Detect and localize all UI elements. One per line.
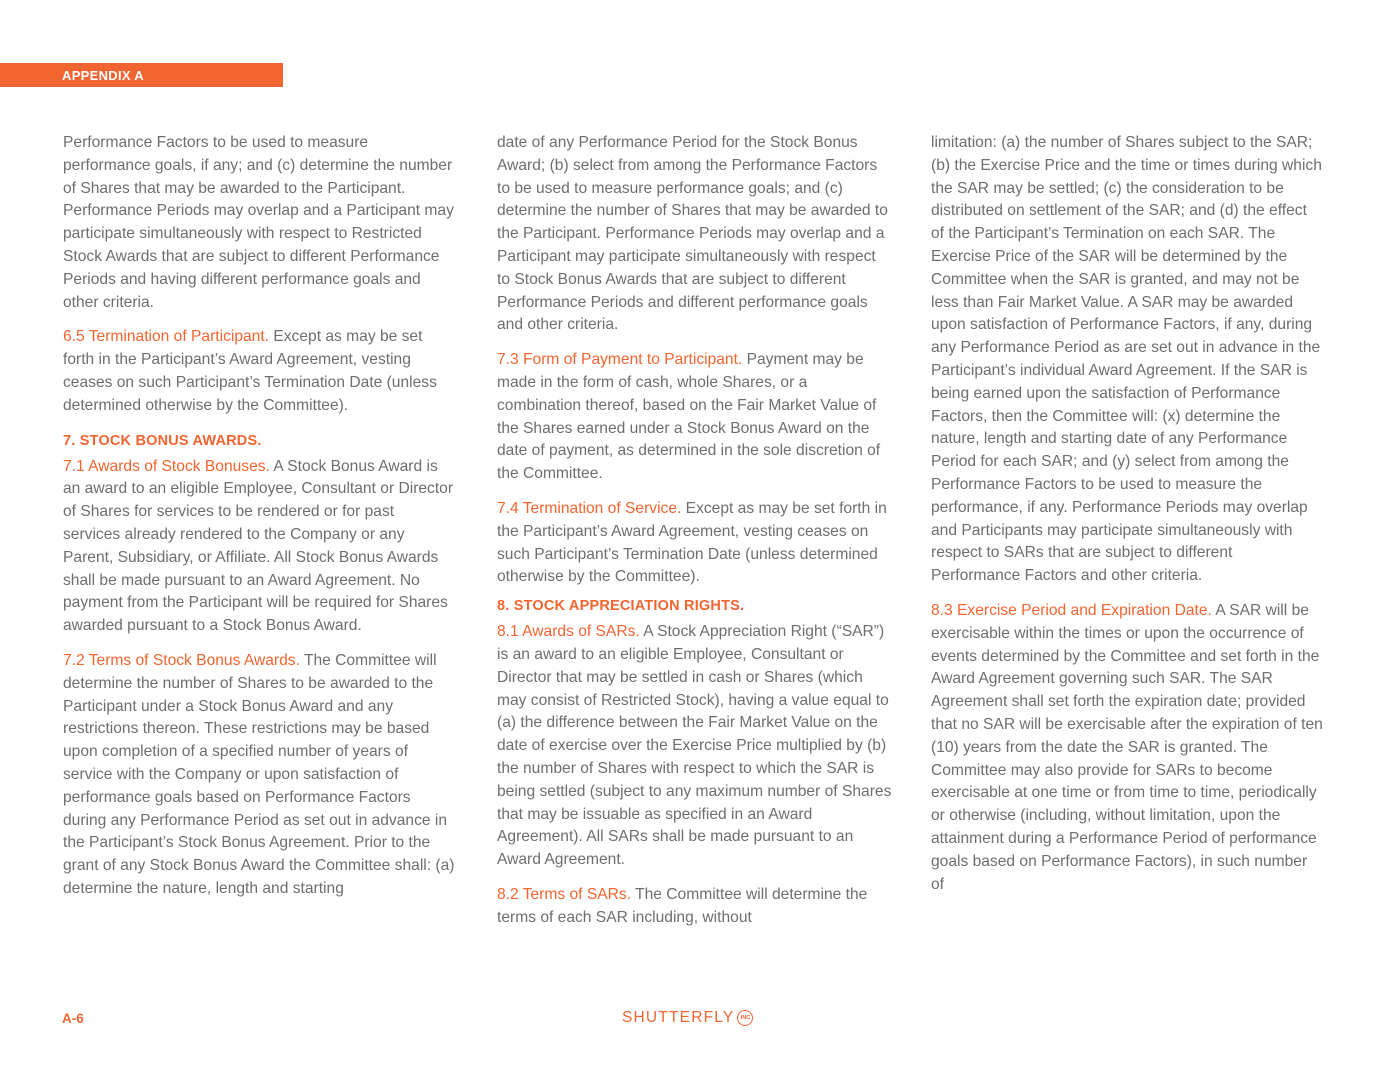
- logo-wordmark: SHUTTERFLY: [622, 1009, 735, 1026]
- subsection-heading: 6.5 Termination of Participant.: [63, 328, 270, 346]
- page-number: A-6: [62, 1011, 84, 1026]
- inc-badge-icon: INC: [737, 1010, 753, 1026]
- section-heading: 8. STOCK APPRECIATION RIGHTS.: [497, 598, 745, 615]
- paragraph-text: Except as may be set forth in the Participant’s Award Agreement, vesting ceases on such Participant’s Termination Date (unless determined otherwise by the Committee).: [497, 499, 887, 586]
- paragraph: [63, 326, 455, 417]
- paragraph-text: A SAR will be exercisable within the times or upon the occurrence of events determined by the Committee and set forth in the Award Agreement governing such SAR. The SAR Agreement shall set forth the expiration date; provided that no SAR will be exercisable after the expiration of ten (10) years from the date the SAR is granted. The Committee may also provide for SARs to become exercisable at one time or from time to time, periodically or otherwise (including, without limitation, upon the attainment during a Performance Period of performance goals based on Performance Factors), in such number of: [931, 601, 1323, 893]
- paragraph-text: Payment may be made in the form of cash, whole Shares, or a combination thereof, based on the Fair Market Value of the Shares earned under a Stock Bonus Award on the date of payment, as determined in the sole discretion of the Committee.: [497, 351, 881, 483]
- paragraph: [497, 884, 893, 930]
- paragraph: limitation: (a) the number of Shares subject to the SAR; (b) the Exercise Price and the time or times during which the SAR may be settled; (c) the consideration to be distributed on settlement of the SAR; and (d) the effect of the Participant’s Termination on each SAR. The Exercise Price of the SAR will be determined by the Committee when the SAR is granted, and may not be less than Fair Market Value. A SAR may be awarded upon satisfaction of Performance Factors, if any, during any Performance Period as are set out in advance in the Participant’s individual Award Agreement. If the SAR is being earned upon the satisfaction of Performance Factors, then the Committee will: (x) determine the nature, length and starting date of any Performance Period for each SAR; and (y) select from among the Performance Factors to be used to measure the performance, if any. Performance Periods may overlap and Participants may participate simultaneously with respect to SARs that are subject to different Performance Factors and other criteria.: [931, 134, 1322, 585]
- paragraph: [497, 349, 893, 486]
- paragraph: Performance Factors to be used to measure performance goals, if any; and (c) determine the number of Shares that may be awarded to the Participant. Performance Periods may overlap and a Participant may participate simultaneously with respect to Restricted Stock Awards that are subject to different Performance Periods and having different performance goals and other criteria.: [63, 134, 454, 311]
- text-column-2: [497, 132, 893, 942]
- shutterfly-logo: [622, 1007, 753, 1029]
- paragraph-text: Except as may be set forth in the Participant’s Award Agreement, vesting ceases on such Participant’s Termination Date (unless determined otherwise by the Committee).: [63, 328, 437, 414]
- subsection-heading: 7.2 Terms of Stock Bonus Awards.: [63, 651, 300, 669]
- subsection-heading: 7.4 Termination of Service.: [497, 499, 682, 517]
- paragraph-text: The Committee will determine the number of Shares to be awarded to the Participant under a Stock Bonus Award and any restrictions thereon. These restrictions may be based upon completion of a specified number of years of service with the Company or upon satisfaction of performance goals based on Performance Factors during any Performance Period as set out in advance in the Participant’s Stock Bonus Agreement. Prior to the grant of any Stock Bonus Award the Committee shall: (a) determine the nature, length and starting: [63, 651, 455, 897]
- appendix-label: APPENDIX A: [62, 68, 144, 83]
- appendix-banner: [0, 63, 283, 87]
- subsection-heading: 8.2 Terms of SARs.: [497, 885, 632, 903]
- paragraph-text: A Stock Bonus Award is an award to an eligible Employee, Consultant or Director of Shares for services to be rendered or for past services already rendered to the Company or any Parent, Subsidiary, or Affiliate. All Stock Bonus Awards shall be made pursuant to an Award Agreement. No payment from the Participant will be required for Shares awarded pursuant to a Stock Bonus Award.: [63, 457, 454, 635]
- subsection-heading: 7.1 Awards of Stock Bonuses.: [63, 457, 270, 475]
- paragraph-text: A Stock Appreciation Right (“SAR”) is an award to an eligible Employee, Consultant or Director that may be settled in cash or Shares (which may consist of Restricted Stock), having a value equal to (a) the difference between the Fair Market Value on the date of exercise over the Exercise Price multiplied by (b) the number of Shares with respect to which the SAR is being settled (subject to any maximum number of Shares that may be issuable as specified in an Award Agreement). All SARs shall be made pursuant to an Award Agreement.: [497, 623, 892, 869]
- paragraph: [497, 498, 893, 589]
- paragraph: [63, 456, 455, 638]
- paragraph: [497, 621, 893, 872]
- subsection-heading: 8.3 Exercise Period and Expiration Date.: [931, 601, 1212, 619]
- paragraph: date of any Performance Period for the Stock Bonus Award; (b) select from among the Performance Factors to be used to measure performance goals; and (c) determine the number of Shares that may be awarded to the Participant. Performance Periods may overlap and a Participant may participate simultaneously with respect to Stock Bonus Awards that are subject to different Performance Periods and different performance goals and other criteria.: [497, 134, 888, 334]
- subsection-heading: 8.1 Awards of SARs.: [497, 623, 640, 641]
- text-column-1: [63, 132, 455, 913]
- paragraph: [931, 600, 1323, 896]
- text-column-3: [931, 132, 1323, 908]
- subsection-heading: 7.3 Form of Payment to Participant.: [497, 351, 743, 369]
- section-heading: 7. STOCK BONUS AWARDS.: [63, 432, 262, 449]
- paragraph-text: The Committee will determine the terms of each SAR including, without: [497, 885, 868, 926]
- paragraph: [63, 650, 455, 901]
